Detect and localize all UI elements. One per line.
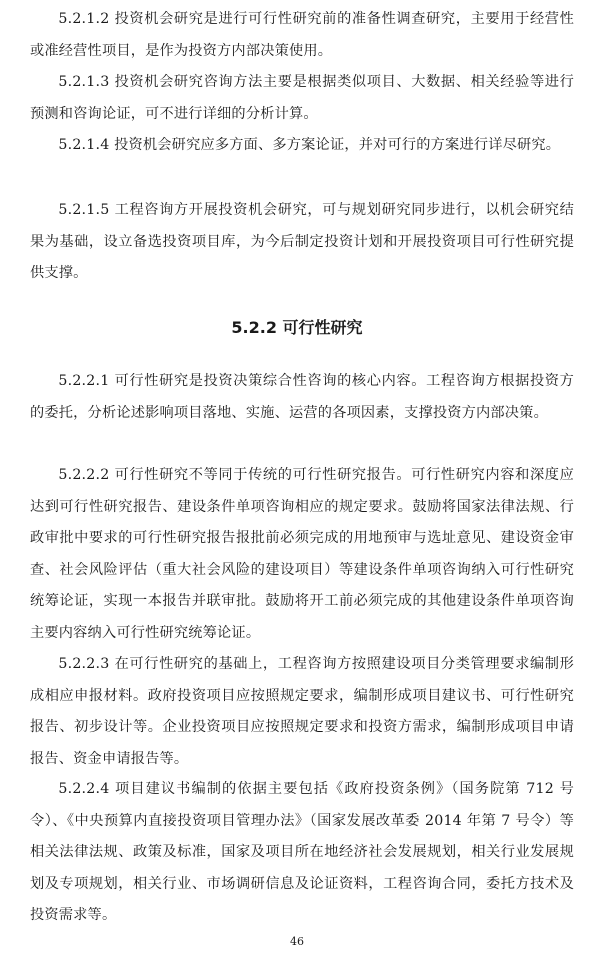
page-number: 46 bbox=[290, 935, 304, 948]
paragraph-5-2-1-5: 5.2.1.5 工程咨询方开展投资机会研究，可与规划研究同步进行，以机会研究结果为基础，设立备选投资项目库，为今后制定投资计划和开展投资项目可行性研究提供支撑。 bbox=[30, 202, 574, 281]
paragraph-5-2-2-4: 5.2.2.4 项目建议书编制的依据主要包括《政府投资条例》（国务院第 712 号令）、《中央预算内直接投资项目管理办法》（国家发展改革委 2014 年第 7 号令）等相关法律法规、政策及标准，国家及项目所在地经济社会发展规划，相关行业发展规划及专项规划，相关行业、市场调研信息及论证资料，工程咨询合同，委托方技术及投资需求等。 bbox=[30, 781, 574, 923]
paragraph-5-2-2-1: 5.2.2.1 可行性研究是投资决策综合性咨询的核心内容。工程咨询方根据投资方的委托，分析论述影响项目落地、实施、运营的各项因素，支撑投资方内部决策。 bbox=[30, 373, 574, 421]
paragraph-5-2-1-4: 5.2.1.4 投资机会研究应多方面、多方案论证，并对可行的方案进行详尽研究。 bbox=[58, 137, 561, 153]
paragraph-5-2-2-3: 5.2.2.3 在可行性研究的基础上，工程咨询方按照建设项目分类管理要求编制形成相应申报材料。政府投资项目应按照规定要求，编制形成项目建议书、可行性研究报告、初步设计等。企业投资项目应按照规定要求和投资方需求，编制形成项目申请报告、资金申请报告等。 bbox=[30, 656, 574, 767]
paragraph-5-2-1-3: 5.2.1.3 投资机会研究咨询方法主要是根据类似项目、大数据、相关经验等进行预测和咨询论证，可不进行详细的分析计算。 bbox=[30, 74, 574, 122]
paragraph-5-2-2-2: 5.2.2.2 可行性研究不等同于传统的可行性研究报告。可行性研究内容和深度应达到可行性研究报告、建设条件单项咨询相应的规定要求。鼓励将国家法律法规、行政审批中要求的可行性研究报告报批前必须完成的用地预审与选址意见、建设资金审查、社会风险评估（重大社会风险的建设项目）等建设条件单项咨询纳入可行性研究统筹论证，实现一本报告并联审批。鼓励将开工前必须完成的其他建设条件单项咨询主要内容纳入可行性研究统筹论证。 bbox=[30, 467, 574, 641]
paragraph-5-2-1-2: 5.2.1.2 投资机会研究是进行可行性研究前的准备性调查研究，主要用于经营性或准经营性项目，是作为投资方内部决策使用。 bbox=[30, 11, 574, 59]
section-heading: 5.2.2 可行性研究 bbox=[231, 318, 363, 337]
